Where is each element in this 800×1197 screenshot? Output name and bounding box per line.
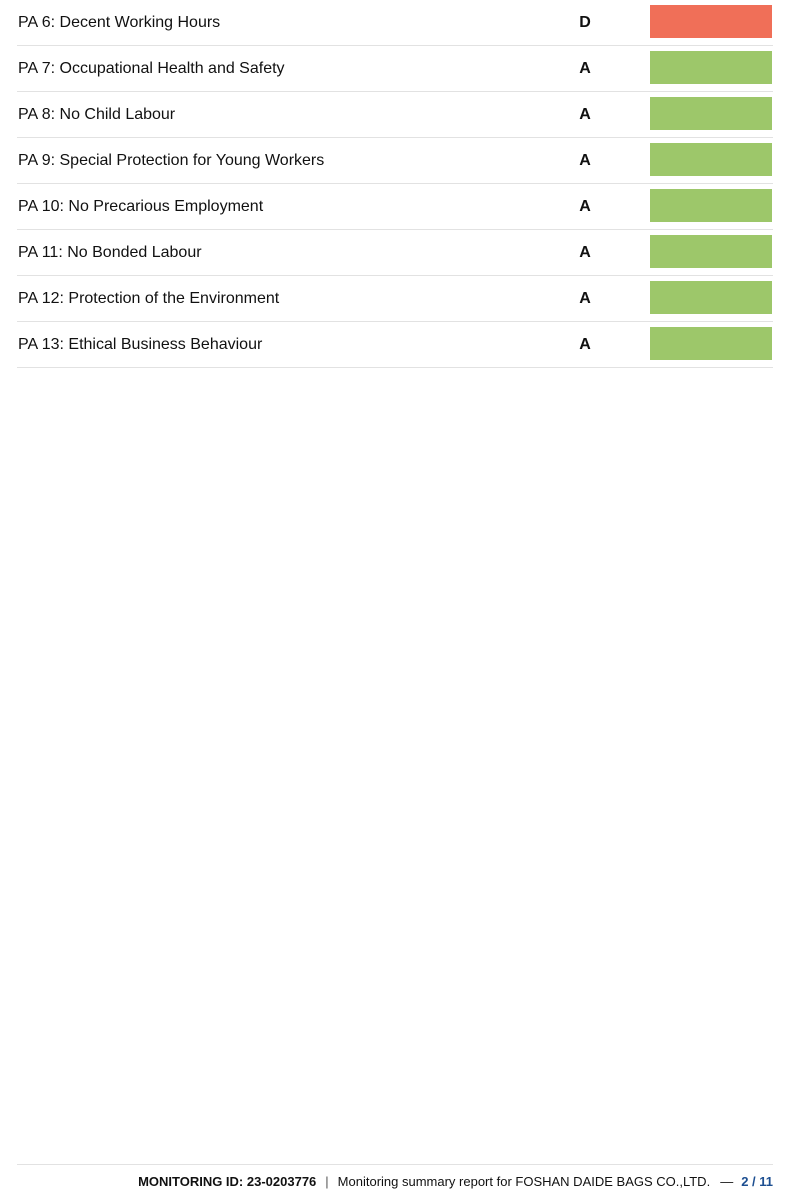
performance-area-label: PA 8: No Child Labour [18,106,176,123]
performance-area-label: PA 10: No Precarious Employment [18,198,264,215]
rating-color-indicator [650,189,772,222]
rating-row [17,230,773,276]
rating-row [17,322,773,368]
rating-grade: A [579,152,591,169]
rating-grade: A [579,198,591,215]
rating-row [17,184,773,230]
rating-color-indicator [650,5,772,38]
footer-dash: — [720,1174,734,1189]
page-number: 2 / 11 [741,1174,773,1189]
rating-grade: A [579,244,591,261]
rating-grade: A [579,106,591,123]
rating-grade: A [579,60,591,77]
performance-area-label: PA 7: Occupational Health and Safety [18,60,285,77]
performance-area-label: PA 12: Protection of the Environment [18,290,280,307]
rating-grade: A [579,336,591,353]
rating-color-indicator [650,281,772,314]
performance-area-label: PA 11: No Bonded Labour [18,244,202,261]
report-title: Monitoring summary report for FOSHAN DAIDE BAGS CO.,LTD. [337,1174,711,1189]
rating-row [17,276,773,322]
footer-separator: | [325,1174,329,1189]
rating-color-indicator [650,97,772,130]
rating-color-indicator [650,235,772,268]
performance-area-label: PA 9: Special Protection for Young Workers [18,152,325,169]
rating-color-indicator [650,51,772,84]
rating-grade: A [579,290,591,307]
rating-grade: D [579,14,591,31]
rating-color-indicator [650,143,772,176]
performance-area-label: PA 13: Ethical Business Behaviour [18,336,263,353]
rating-row [17,0,773,46]
page-footer [17,1164,773,1197]
rating-row [17,138,773,184]
rating-row [17,46,773,92]
rating-color-indicator [650,327,772,360]
monitoring-id: MONITORING ID: 23-0203776 [138,1174,317,1189]
rating-table [17,0,773,368]
rating-row [17,92,773,138]
footer-line [138,1174,773,1189]
performance-area-label: PA 6: Decent Working Hours [18,14,221,31]
